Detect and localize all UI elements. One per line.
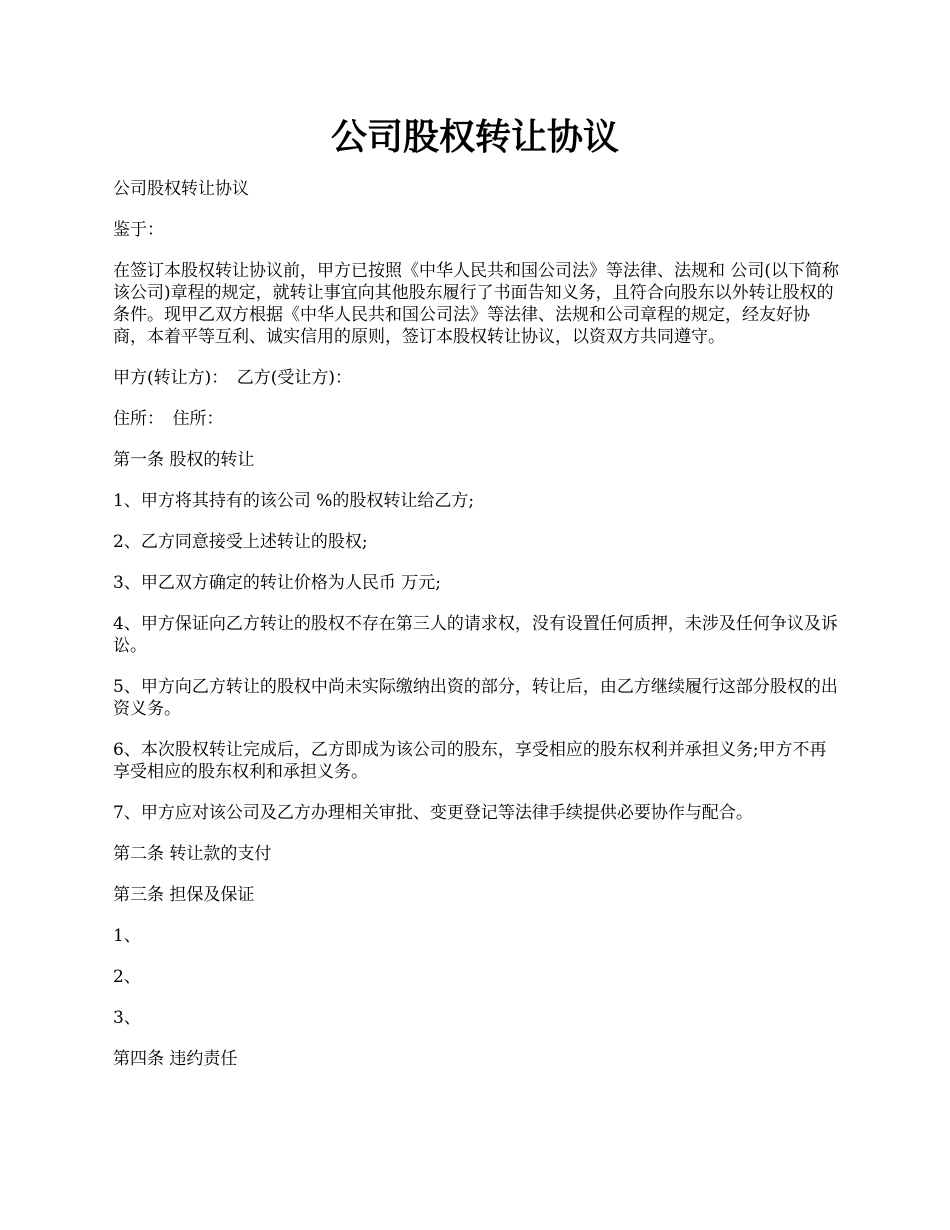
article-1-item-1: 1、甲方将其持有的该公司 %的股权转让给乙方; xyxy=(113,491,475,511)
article-3-item-1: 1、 xyxy=(113,926,141,946)
article-1-item-6: 6、本次股权转让完成后，乙方即成为该公司的股东，享受相应的股东权利并承担义务;甲方不再享受相应的股东权利和承担义务。 xyxy=(113,740,827,782)
article-1-item-7: 7、甲方应对该公司及乙方办理相关审批、变更登记等法律手续提供必要协作与配合。 xyxy=(113,803,753,823)
paragraph-whereas: 鉴于： xyxy=(113,220,164,240)
article-1-item-2: 2、乙方同意接受上述转让的股权; xyxy=(113,532,368,552)
article-2-heading: 第二条 转让款的支付 xyxy=(113,844,272,864)
document-body xyxy=(113,178,841,1089)
article-1-item-5: 5、甲方向乙方转让的股权中尚未实际缴纳出资的部分，转让后，由乙方继续履行这部分股权的出资义务。 xyxy=(113,677,838,719)
article-1-item-4: 4、甲方保证向乙方转让的股权不存在第三人的请求权，没有设置任何质押，未涉及任何争议及诉讼。 xyxy=(113,614,838,656)
document-title: 公司股权转让协议 xyxy=(330,116,619,158)
article-3-item-2: 2、 xyxy=(113,967,141,987)
paragraph-preamble: 在签订本股权转让协议前，甲方已按照《中华人民共和国公司法》等法律、法规和 公司(以下简称该公司)章程的规定，就转让事宜向其他股东履行了书面告知义务，且符合向股东以外转让股权的条件。现甲乙双方根据《中华人民共和国公司法》等法律、法规和公司章程的规定，经友好协商，本着平等互利、诚实信用的原则，签订本股权转让协议，以资双方共同遵守。 xyxy=(113,261,840,347)
paragraph-subtitle: 公司股权转让协议 xyxy=(113,179,249,199)
paragraph-addresses: 住所： 住所： xyxy=(113,409,224,429)
article-1-item-3: 3、甲乙双方确定的转让价格为人民币 万元; xyxy=(113,573,441,593)
article-4-heading: 第四条 违约责任 xyxy=(113,1049,238,1069)
paragraph-parties: 甲方(转让方)： 乙方(受让方)： xyxy=(113,368,353,388)
article-1-heading: 第一条 股权的转让 xyxy=(113,450,255,470)
article-3-heading: 第三条 担保及保证 xyxy=(113,885,255,905)
article-3-item-3: 3、 xyxy=(113,1008,141,1028)
